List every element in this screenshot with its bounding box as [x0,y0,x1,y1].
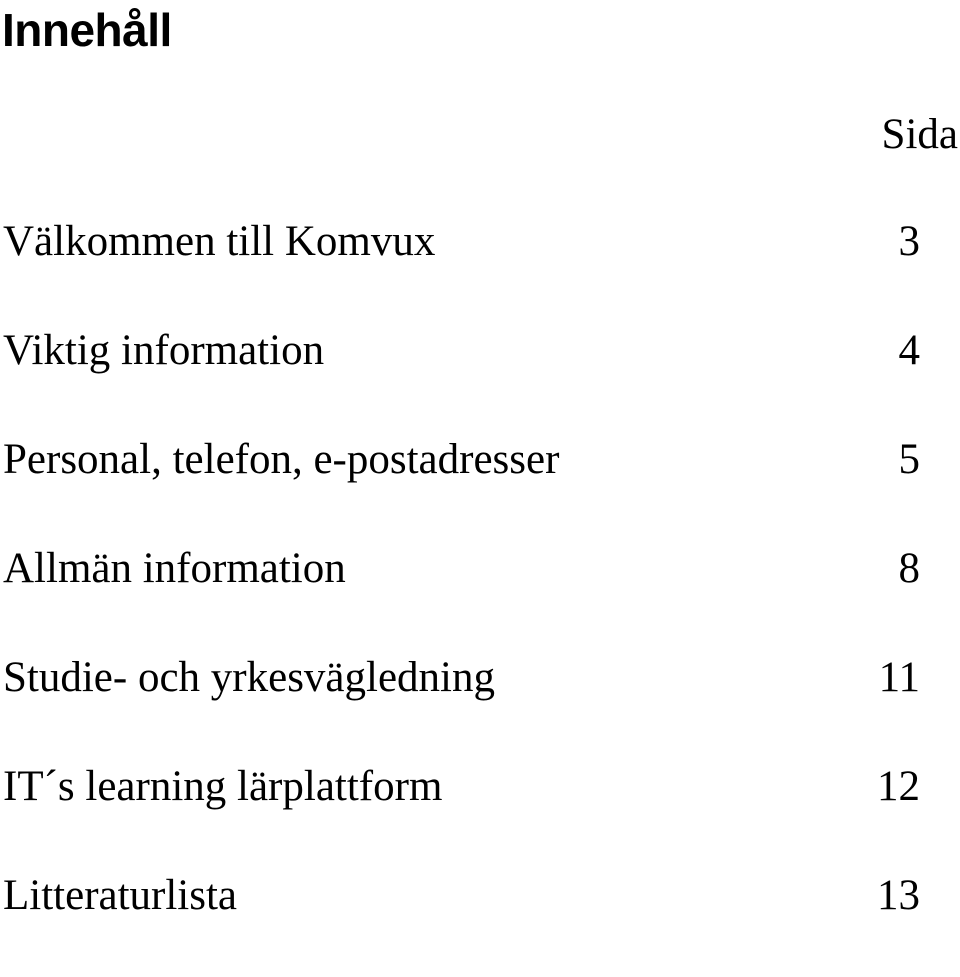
toc-entry [0,759,960,868]
toc-entry-page-number: 11 [878,654,920,701]
toc-entry-page-number: 8 [898,545,920,592]
toc-entry-label: Välkommen till Komvux [3,218,436,265]
toc-entry-page-number: 12 [877,763,920,810]
toc-entry [0,214,960,323]
toc-entry [0,650,960,759]
page-title: Innehåll [2,4,172,56]
toc-entry-page-number: 4 [898,327,920,374]
toc-entry-label: Allmän information [3,545,346,592]
toc-entry [0,868,960,977]
toc-entry-page-number: 3 [898,218,920,265]
toc-entry [0,323,960,432]
toc-entry-page-number: 5 [898,436,920,483]
toc-entry-label: Studie- och yrkesvägledning [3,654,496,701]
toc-entry-label: IT´s learning lärplattform [3,763,443,810]
table-of-contents [0,214,960,977]
toc-entry [0,432,960,541]
toc-entry-label: Personal, telefon, e-postadresser [3,436,560,483]
toc-entry-label: Viktig information [3,327,325,374]
page-column-header: Sida [881,111,958,158]
toc-entry-page-number: 13 [877,872,920,919]
toc-entry-label: Litteraturlista [3,872,238,919]
toc-entry [0,541,960,650]
